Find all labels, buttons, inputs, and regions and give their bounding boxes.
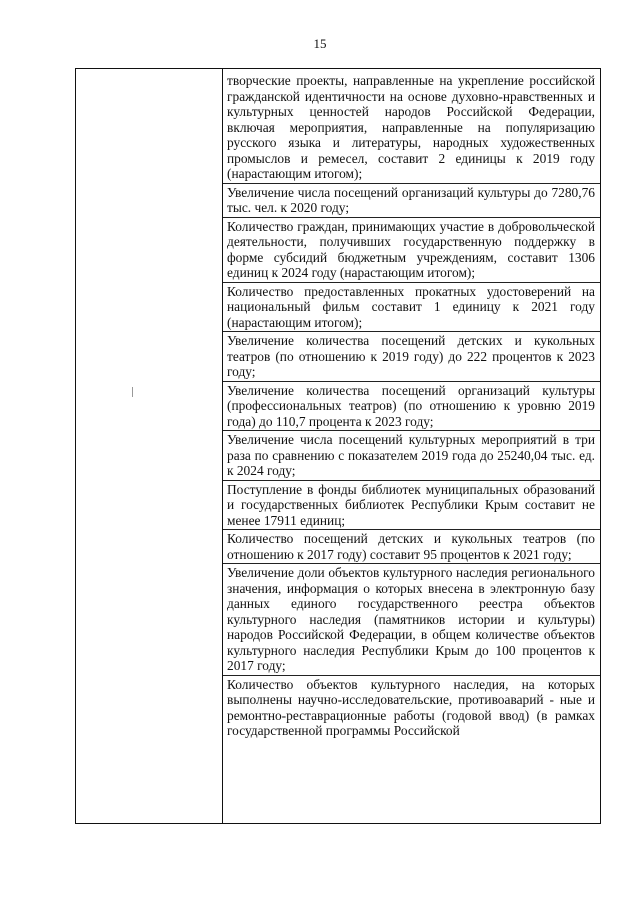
indicator-entry: Увеличение количества посещений организаций культуры (профессиональных театров) (по отношению к уровню 2019 года) до 110,7 процента к 2023 году;: [223, 381, 600, 431]
indicator-entry: Увеличение количества посещений детских и кукольных театров (по отношению к 2019 году) до 222 процентов к 2023 году;: [223, 331, 600, 381]
indicator-entry: Количество посещений детских и кукольных театров (по отношению к 2017 году) составит 95 процентов к 2021 году;: [223, 529, 600, 563]
indicator-entry: Количество объектов культурного наследия, на которых выполнены научно-исследовательские, противоаварий - ные и ремонтно-реставрационные работы (годовой ввод) (в рамках государственной программы Российской: [223, 675, 600, 740]
indicator-entry: Количество граждан, принимающих участие в добровольческой деятельности, получивших государственную поддержку в форме субсидий бюджетным учреждениям, составит 1306 единиц к 2024 году (нарастающим итогом);: [223, 217, 600, 282]
indicator-entry: Количество предоставленных прокатных удостоверений на национальный фильм составит 1 единицу к 2021 году (нарастающим итогом);: [223, 282, 600, 332]
indicator-entry: Увеличение числа посещений организаций культуры до 7280,76 тыс. чел. к 2020 году;: [223, 183, 600, 217]
indicator-entry: Увеличение доли объектов культурного наследия регионального значения, информация о которых внесена в электронную базу данных единого государственного реестра объектов культурного наследия (памятников истории и культуры) народов Российской Федерации, в общем количестве объектов культурного наследия Республики Крым до 100 процентов к 2017 году;: [223, 563, 600, 675]
page-number: 15: [313, 36, 327, 51]
table-left-column: [76, 69, 223, 823]
scan-mark: [132, 387, 133, 397]
indicator-entry: творческие проекты, направленные на укрепление российской гражданской идентичности на основе духовно-нравственных и культурных ценностей народов Российской Федерации, включая мероприятия, направленные на популяризацию русского языка и литературы, народных художественных промыслов и ремесел, составит 2 единицы к 2019 году (нарастающим итогом);: [227, 73, 595, 181]
table-right-column: [223, 69, 600, 823]
document-table: [75, 68, 601, 824]
indicator-entry: Увеличение числа посещений культурных мероприятий в три раза по сравнению с показателем 2019 года до 25240,04 тыс. ед. к 2024 году;: [223, 430, 600, 480]
indicator-entry: Поступление в фонды библиотек муниципальных образований и государственных библиотек Республики Крым составит не менее 17911 единиц;: [223, 480, 600, 530]
